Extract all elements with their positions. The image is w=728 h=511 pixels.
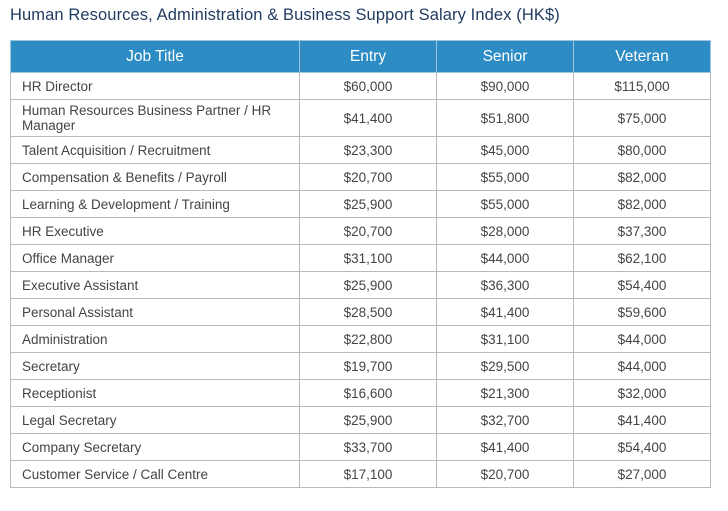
table-row bbox=[11, 100, 711, 137]
job-title-cell: Administration bbox=[11, 326, 300, 353]
job-title-cell: Company Secretary bbox=[11, 434, 300, 461]
veteran-salary-cell: $44,000 bbox=[574, 353, 711, 380]
entry-salary-cell: $25,900 bbox=[300, 191, 437, 218]
job-title-cell: Human Resources Business Partner / HR Manager bbox=[11, 100, 300, 137]
column-header-veteran: Veteran bbox=[574, 41, 711, 73]
table-row bbox=[11, 73, 711, 100]
senior-salary-cell: $41,400 bbox=[437, 434, 574, 461]
veteran-salary-cell: $59,600 bbox=[574, 299, 711, 326]
senior-salary-cell: $55,000 bbox=[437, 191, 574, 218]
veteran-salary-cell: $82,000 bbox=[574, 164, 711, 191]
column-header-job-title: Job Title bbox=[11, 41, 300, 73]
entry-salary-cell: $23,300 bbox=[300, 137, 437, 164]
job-title-cell: Secretary bbox=[11, 353, 300, 380]
veteran-salary-cell: $80,000 bbox=[574, 137, 711, 164]
entry-salary-cell: $20,700 bbox=[300, 218, 437, 245]
job-title-cell: Receptionist bbox=[11, 380, 300, 407]
veteran-salary-cell: $44,000 bbox=[574, 326, 711, 353]
entry-salary-cell: $20,700 bbox=[300, 164, 437, 191]
veteran-salary-cell: $54,400 bbox=[574, 272, 711, 299]
senior-salary-cell: $32,700 bbox=[437, 407, 574, 434]
table-row bbox=[11, 299, 711, 326]
table-row bbox=[11, 245, 711, 272]
table-row bbox=[11, 353, 711, 380]
veteran-salary-cell: $115,000 bbox=[574, 73, 711, 100]
entry-salary-cell: $16,600 bbox=[300, 380, 437, 407]
veteran-salary-cell: $41,400 bbox=[574, 407, 711, 434]
table-row bbox=[11, 434, 711, 461]
senior-salary-cell: $29,500 bbox=[437, 353, 574, 380]
veteran-salary-cell: $27,000 bbox=[574, 461, 711, 488]
table-row bbox=[11, 191, 711, 218]
senior-salary-cell: $44,000 bbox=[437, 245, 574, 272]
senior-salary-cell: $41,400 bbox=[437, 299, 574, 326]
job-title-cell: HR Executive bbox=[11, 218, 300, 245]
job-title-cell: Learning & Development / Training bbox=[11, 191, 300, 218]
veteran-salary-cell: $37,300 bbox=[574, 218, 711, 245]
column-header-entry: Entry bbox=[300, 41, 437, 73]
job-title-cell: Personal Assistant bbox=[11, 299, 300, 326]
veteran-salary-cell: $82,000 bbox=[574, 191, 711, 218]
table-row bbox=[11, 380, 711, 407]
table-row bbox=[11, 218, 711, 245]
senior-salary-cell: $45,000 bbox=[437, 137, 574, 164]
senior-salary-cell: $20,700 bbox=[437, 461, 574, 488]
column-header-senior: Senior bbox=[437, 41, 574, 73]
job-title-cell: Executive Assistant bbox=[11, 272, 300, 299]
veteran-salary-cell: $75,000 bbox=[574, 100, 711, 137]
salary-table bbox=[10, 40, 711, 488]
entry-salary-cell: $28,500 bbox=[300, 299, 437, 326]
table-row bbox=[11, 326, 711, 353]
entry-salary-cell: $25,900 bbox=[300, 272, 437, 299]
senior-salary-cell: $55,000 bbox=[437, 164, 574, 191]
job-title-cell: Office Manager bbox=[11, 245, 300, 272]
senior-salary-cell: $90,000 bbox=[437, 73, 574, 100]
senior-salary-cell: $21,300 bbox=[437, 380, 574, 407]
job-title-cell: Talent Acquisition / Recruitment bbox=[11, 137, 300, 164]
entry-salary-cell: $41,400 bbox=[300, 100, 437, 137]
entry-salary-cell: $60,000 bbox=[300, 73, 437, 100]
job-title-cell: HR Director bbox=[11, 73, 300, 100]
entry-salary-cell: $19,700 bbox=[300, 353, 437, 380]
job-title-cell: Compensation & Benefits / Payroll bbox=[11, 164, 300, 191]
senior-salary-cell: $31,100 bbox=[437, 326, 574, 353]
table-row bbox=[11, 407, 711, 434]
entry-salary-cell: $22,800 bbox=[300, 326, 437, 353]
table-row bbox=[11, 272, 711, 299]
table-row bbox=[11, 164, 711, 191]
senior-salary-cell: $51,800 bbox=[437, 100, 574, 137]
job-title-cell: Legal Secretary bbox=[11, 407, 300, 434]
page-title: Human Resources, Administration & Business Support Salary Index (HK$) bbox=[10, 6, 560, 24]
entry-salary-cell: $17,100 bbox=[300, 461, 437, 488]
table-row bbox=[11, 137, 711, 164]
veteran-salary-cell: $62,100 bbox=[574, 245, 711, 272]
senior-salary-cell: $36,300 bbox=[437, 272, 574, 299]
job-title-cell: Customer Service / Call Centre bbox=[11, 461, 300, 488]
table-row bbox=[11, 461, 711, 488]
entry-salary-cell: $31,100 bbox=[300, 245, 437, 272]
veteran-salary-cell: $54,400 bbox=[574, 434, 711, 461]
entry-salary-cell: $25,900 bbox=[300, 407, 437, 434]
senior-salary-cell: $28,000 bbox=[437, 218, 574, 245]
entry-salary-cell: $33,700 bbox=[300, 434, 437, 461]
veteran-salary-cell: $32,000 bbox=[574, 380, 711, 407]
table-header-row bbox=[11, 41, 711, 73]
